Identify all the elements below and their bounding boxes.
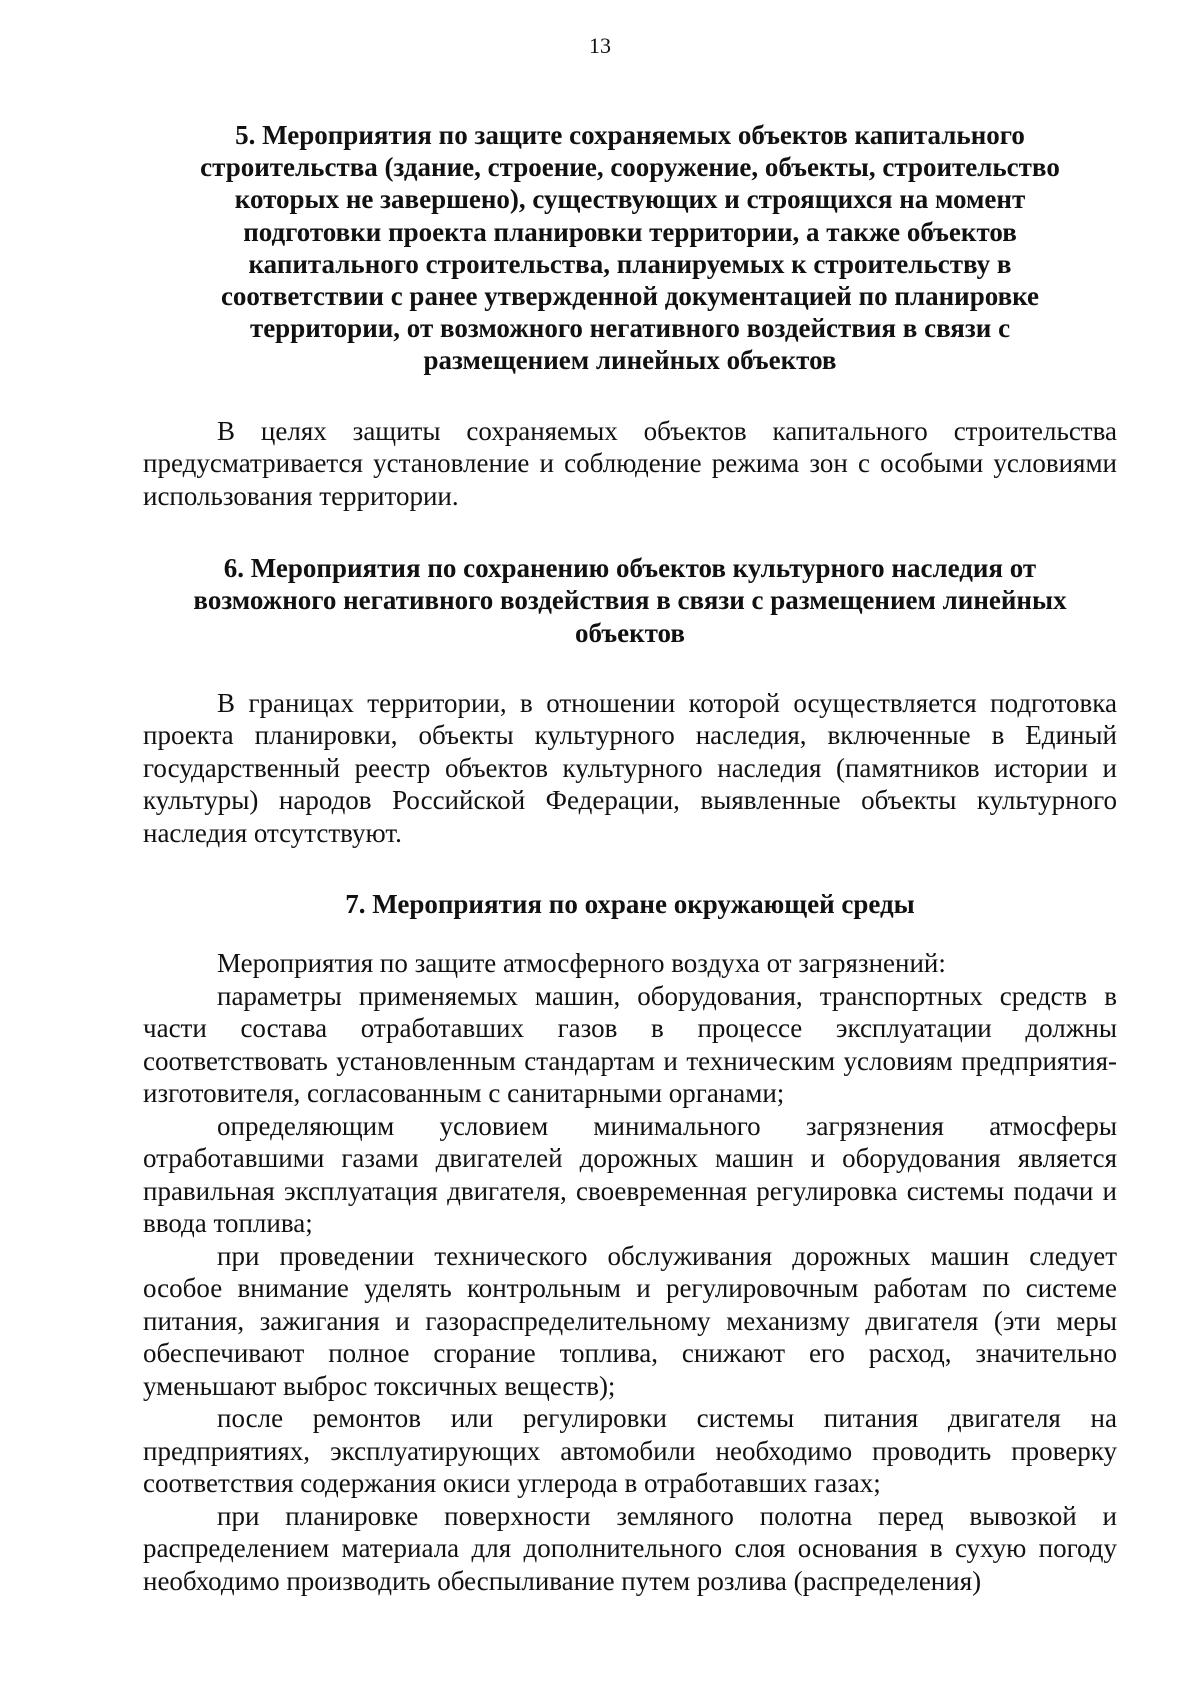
section-5-heading: 5. Мероприятия по защите сохраняемых объектов капитального строительства (здание, строение, сооружение, объекты, строительство которых не завершено), существующих и строящихся на момент подготовки проекта планировки территории, а также объектов капитального строительства, планируемых к строительству в соответствии с ранее утвержденной документацией по планировке территории, от возможного негативного воздействия в связи с размещением линейных объектов xyxy=(200,120,1060,376)
page-number: 13 xyxy=(589,33,611,58)
document-body xyxy=(143,119,1117,1597)
section-7-paragraph-dust-control: при планировке поверхности земляного полотна перед вывозкой и распределением материала для дополнительного слоя основания в сухую погоду необходимо производить обеспыливание путем розлива (распределения) xyxy=(143,1500,1117,1596)
section-5-paragraph: В целях защиты сохраняемых объектов капитального строительства предусматривается установление и соблюдение режима зон с особыми условиями использования территории. xyxy=(143,415,1117,511)
section-6-heading: 6. Мероприятия по сохранению объектов культурного наследия от возможного негативного воздействия в связи с размещением линейных объектов xyxy=(193,553,1067,648)
section-6-paragraph: В границах территории, в отношении которой осуществляется подготовка проекта планировки, объекты культурного наследия, включенные в Единый государственный реестр объектов культурного наследия (памятников истории и культуры) народов Российской Федерации, выявленные объекты культурного наследия отсутствуют. xyxy=(143,687,1117,848)
section-7-paragraph-engine-operation: определяющим условием минимального загрязнения атмосферы отработавшими газами двигателей дорожных машин и оборудования является правильная эксплуатация двигателя, своевременная регулировка системы подачи и ввода топлива; xyxy=(143,1110,1117,1239)
section-7-paragraph-maintenance: при проведении технического обслуживания дорожных машин следует особое внимание уделять контрольным и регулировочным работам по системе питания, зажигания и газораспределительному механизму двигателя (эти меры обеспечивают полное сгорание топлива, снижают его расход, значительно уменьшают выброс токсичных веществ); xyxy=(143,1240,1117,1401)
section-7-paragraph-co-check: после ремонтов или регулировки системы питания двигателя на предприятиях, эксплуатирующих автомобили необходимо проводить проверку соответствия содержания окиси углерода в отработавших газах; xyxy=(143,1403,1117,1499)
section-7-heading: 7. Мероприятия по охране окружающей среды xyxy=(345,889,915,920)
section-7-paragraph-exhaust-params: параметры применяемых машин, оборудования, транспортных средств в части состава отработавших газов в процессе эксплуатации должны соответствовать установленным стандартам и техническим условиям предприятия-изготовителя, согласованным с санитарными органами; xyxy=(143,980,1117,1109)
section-7-paragraph-intro: Мероприятия по защите атмосферного воздуха от загрязнений: xyxy=(217,948,946,979)
